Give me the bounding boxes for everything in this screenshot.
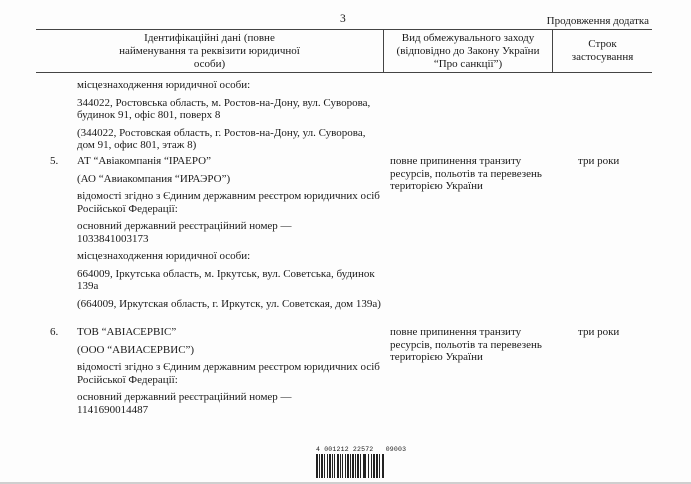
- entity-name-ua: АТ “Авіакомпанія “ІРАЕРО”: [77, 155, 211, 167]
- reg-number-label: основний державний реєстраційний номер —: [77, 220, 292, 232]
- barcode-bars: [316, 454, 408, 478]
- registry-note: відомості згідно з Єдиним державним реєстром юридичних осіб Російської Федерації:: [77, 361, 380, 386]
- entry-number: 5.: [50, 155, 59, 167]
- reg-number: 1033841003173: [77, 232, 149, 245]
- entry-5-measure: повне припинення транзиту ресурсів, польотів та перевезень територією України: [390, 155, 542, 192]
- location-label: місцезнаходження юридичної особи:: [77, 250, 251, 262]
- entry-number: 6.: [50, 326, 59, 338]
- entry-6-details: [77, 326, 382, 421]
- reg-number-block: [77, 220, 382, 245]
- entry-6-term: три роки: [578, 326, 620, 338]
- entity-name-ua: ТОВ “АВІАСЕРВІС”: [77, 326, 177, 338]
- header-identification: Ідентифікаційні дані (повне найменування та реквізити юридичної особи): [36, 30, 384, 72]
- entity-name-ru: (ООО “АВИАСЕРВИС”): [77, 343, 195, 356]
- location-label: місцезнаходження юридичної особи:: [77, 79, 251, 91]
- reg-number-block: [77, 391, 382, 416]
- reg-number-label: основний державний реєстраційний номер —: [77, 391, 292, 403]
- barcode: [316, 446, 408, 480]
- address-ua: 664009, Іркутська область, м. Іркутськ, вул. Советська, будинок 139а: [77, 267, 375, 292]
- barcode-bar: [384, 454, 385, 478]
- barcode-number: 4 001212 22572 09003: [316, 446, 407, 453]
- header-term: Строк застосування: [571, 38, 634, 63]
- address-ua: 344022, Ростовська область, м. Ростов-на-Дону, вул. Суворова, будинок 91, офіс 801, поверх 8: [77, 96, 371, 121]
- address-ru: (664009, Иркутская область, г. Иркутск, ул. Советская, дом 139а): [77, 297, 381, 310]
- entry-6-measure: повне припинення транзиту ресурсів, польотів та перевезень територією України: [390, 326, 542, 363]
- continuation-label: Продовження додатка: [546, 15, 649, 27]
- header-measure: Вид обмежувального заходу (відповідно до Закону України “Про санкції”): [384, 30, 553, 72]
- entry-5-details: [77, 155, 382, 315]
- continued-entry: [77, 79, 382, 157]
- reg-number: 1141690014487: [77, 403, 149, 416]
- table-header: [36, 29, 652, 73]
- page-number: 3: [340, 13, 346, 25]
- address-ru: (344022, Ростовская область, г. Ростов-на-Дону, ул. Суворова, дом 91, офис 801, этаж 8): [77, 126, 366, 151]
- entry-5-term: три роки: [578, 155, 620, 167]
- registry-note: відомості згідно з Єдиним державним реєстром юридичних осіб Російської Федерації:: [77, 190, 380, 215]
- entity-name-ru: (АО “Авиакомпания “ИРАЭРО”): [77, 172, 231, 185]
